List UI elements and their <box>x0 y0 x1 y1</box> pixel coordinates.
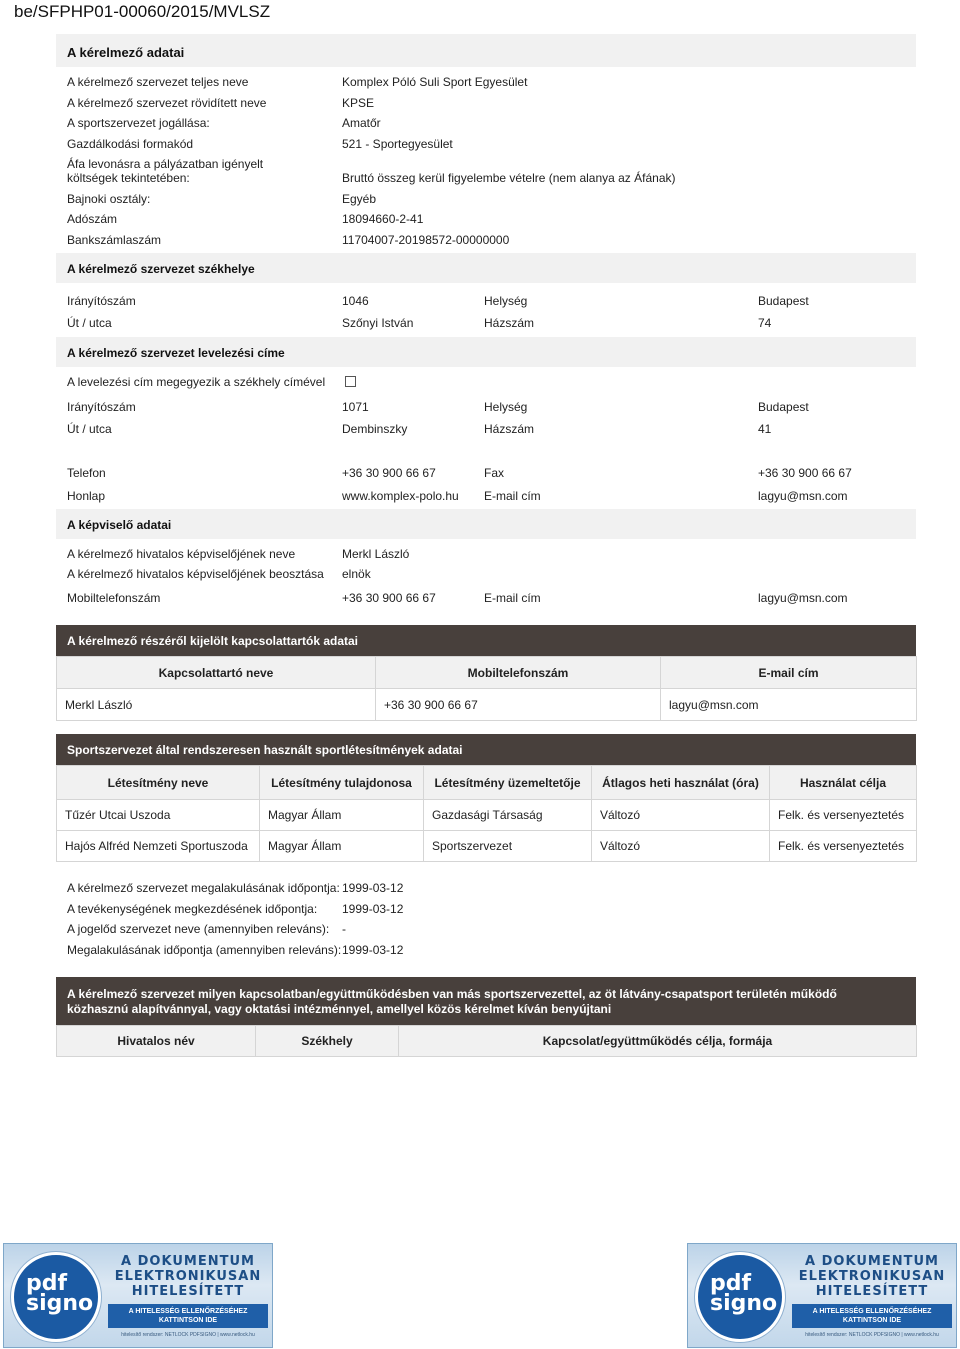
league-value: Egyéb <box>342 192 377 206</box>
rep-position-row <box>67 567 907 583</box>
seat-section-title: A kérelmező szervezet székhelye <box>56 253 916 283</box>
vat-value: Bruttó összeg kerül figyelembe vételre (nem alanya az Áfának) <box>342 171 676 185</box>
mail-house-label: Házszám <box>484 422 535 436</box>
fac-name-cell: Tűzér Utcai Uszoda <box>57 800 260 831</box>
table-row <box>57 689 917 721</box>
pdfsigno-logo-text: pdf signo <box>26 1271 94 1316</box>
coop-header-seat: Székhely <box>256 1026 399 1057</box>
seat-street-row <box>67 316 907 332</box>
fac-header-name: Létesítmény neve <box>57 766 260 800</box>
cooperation-title-line1: A kérelmező szervezet milyen kapcsolatban/együttműködésben van más sportszervezettel, az öt látvány-csapatsport területén működő <box>67 987 837 1001</box>
cooperation-title-line2: közhasznú alapítvánnyal, vagy oktatási intézménnyel, amellyel közös kérelmet kíván benyújtani <box>67 1002 612 1016</box>
league-row <box>67 192 907 208</box>
seat-zip-row <box>67 294 907 310</box>
seat-city-value: Budapest <box>758 294 809 308</box>
tax-value: 18094660-2-41 <box>342 212 424 226</box>
stamp-verify-banner[interactable]: A HITELESSÉG ELLENŐRZÉSÉHEZ KATTINTSON IDE <box>108 1304 268 1328</box>
predecessor-value: - <box>342 922 346 936</box>
seat-house-value: 74 <box>758 316 772 330</box>
activity-row <box>67 902 907 918</box>
founded-label: A kérelmező szervezet megalakulásának időpontja: <box>67 881 340 895</box>
vat-label-1: Áfa levonásra a pályázatban igényelt <box>67 157 264 171</box>
web-label: Honlap <box>67 489 106 503</box>
stamp-headline: A DOKUMENTUM ELEKTRONIKUSAN HITELESÍTETT <box>798 1254 946 1299</box>
fac-purpose-cell: Felk. és versenyeztetés <box>770 831 917 862</box>
fac-owner-cell: Magyar Állam <box>260 831 424 862</box>
vat-label-2: költségek tekintetében: <box>67 171 190 185</box>
full-name-row <box>67 75 907 91</box>
fac-name-cell: Hajós Alfréd Nemzeti Sportuszoda <box>57 831 260 862</box>
bank-row <box>67 233 907 249</box>
applicant-section-title: A kérelmező adatai <box>56 34 916 67</box>
fax-label: Fax <box>484 466 505 480</box>
stamp-footer: hitelesítő rendszer: NETLOCK PDFSIGNO | www.netlock.hu <box>805 1332 939 1338</box>
coop-header-purpose: Kapcsolat/együttműködés célja, formája <box>399 1026 917 1057</box>
mail-zip-label: Irányítószám <box>67 400 136 414</box>
pred-founded-value: 1999-03-12 <box>342 943 404 957</box>
rep-mobile-row <box>67 591 907 607</box>
fac-header-purpose: Használat célja <box>770 766 917 800</box>
bank-value: 11704007-20198572-00000000 <box>342 233 510 247</box>
seat-house-label: Házszám <box>484 316 535 330</box>
rep-name-row <box>67 547 907 563</box>
fac-owner-cell: Magyar Állam <box>260 800 424 831</box>
same-address-checkbox[interactable] <box>345 376 356 387</box>
cooperation-table-title <box>56 977 916 1025</box>
facilities-table-title: Sportszervezet által rendszeresen használt sportlétesítmények adatai <box>56 734 916 765</box>
full-name-value: Komplex Póló Suli Sport Egyesület <box>342 75 528 89</box>
mail-same-label: A levelezési cím megegyezik a székhely címével <box>67 375 326 389</box>
mail-city-label: Helység <box>484 400 528 414</box>
econ-form-row <box>67 137 907 153</box>
contacts-table-title: A kérelmező részéről kijelölt kapcsolattartók adatai <box>56 625 916 656</box>
phone-label: Telefon <box>67 466 106 480</box>
contacts-header-name: Kapcsolattartó neve <box>57 657 376 689</box>
pred-founded-row <box>67 943 907 959</box>
contacts-header-email: E-mail cím <box>661 657 917 689</box>
short-name-row <box>67 96 907 112</box>
mail-street-value: Dembinszky <box>342 422 408 436</box>
seat-city-label: Helység <box>484 294 528 308</box>
fac-operator-cell: Sportszervezet <box>424 831 592 862</box>
fac-header-owner: Létesítmény tulajdonosa <box>260 766 424 800</box>
tax-row <box>67 212 907 228</box>
seat-zip-label: Irányítószám <box>67 294 136 308</box>
email-label: E-mail cím <box>484 489 541 503</box>
founded-row <box>67 881 907 897</box>
web-link[interactable]: www.komplex-polo.hu <box>342 489 459 503</box>
fax-value: +36 30 900 66 67 <box>758 466 852 480</box>
rep-mobile-value: +36 30 900 66 67 <box>342 591 436 605</box>
mail-same-row <box>67 375 907 391</box>
short-name-value: KPSE <box>342 96 375 110</box>
rep-name-value: Merkl László <box>342 547 410 561</box>
fac-purpose-cell: Felk. és versenyeztetés <box>770 800 917 831</box>
contact-mobile-cell: +36 30 900 66 67 <box>376 689 661 721</box>
econ-form-label: Gazdálkodási formakód <box>67 137 194 151</box>
mail-city-value: Budapest <box>758 400 809 414</box>
fac-operator-cell: Gazdasági Társaság <box>424 800 592 831</box>
contact-email-cell[interactable]: lagyu@msn.com <box>661 689 917 721</box>
rep-name-label: A kérelmező hivatalos képviselőjének neve <box>67 547 296 561</box>
mail-zip-row <box>67 400 907 416</box>
vat-row <box>67 157 907 187</box>
fac-header-usage: Átlagos heti használat (óra) <box>592 766 770 800</box>
predecessor-label: A jogelőd szervezet neve (amennyiben releváns): <box>67 922 330 936</box>
tax-label: Adószám <box>67 212 118 226</box>
pdfsigno-stamp-right[interactable] <box>687 1243 957 1348</box>
phone-row <box>67 466 907 482</box>
pdfsigno-stamp-left[interactable] <box>3 1243 273 1348</box>
full-name-label: A kérelmező szervezet teljes neve <box>67 75 249 89</box>
representative-section-title: A képviselő adatai <box>56 509 916 539</box>
contacts-table <box>56 656 917 721</box>
rep-mobile-label: Mobiltelefonszám <box>67 591 161 605</box>
seat-street-value: Szőnyi István <box>342 316 414 330</box>
seat-street-label: Út / utca <box>67 316 112 330</box>
stamp-footer: hitelesítő rendszer: NETLOCK PDFSIGNO | www.netlock.hu <box>121 1332 255 1338</box>
predecessor-row <box>67 922 907 938</box>
mail-zip-value: 1071 <box>342 400 369 414</box>
table-row <box>57 800 917 831</box>
facilities-table <box>56 765 917 862</box>
stamp-headline: A DOKUMENTUM ELEKTRONIKUSAN HITELESÍTETT <box>114 1254 262 1299</box>
contact-name-cell: Merkl László <box>57 689 376 721</box>
mail-street-label: Út / utca <box>67 422 112 436</box>
rep-email-link[interactable]: lagyu@msn.com <box>758 591 848 605</box>
mail-section-title: A kérelmező szervezet levelezési címe <box>56 337 916 367</box>
rep-position-value: elnök <box>342 567 371 581</box>
econ-form-value: 521 - Sportegyesület <box>342 137 453 151</box>
contacts-header-mobile: Mobiltelefonszám <box>376 657 661 689</box>
short-name-label: A kérelmező szervezet rövidített neve <box>67 96 267 110</box>
fac-usage-cell: Változó <box>592 800 770 831</box>
phone-value: +36 30 900 66 67 <box>342 466 436 480</box>
legal-status-row <box>67 116 907 132</box>
rep-position-label: A kérelmező hivatalos képviselőjének beosztása <box>67 567 324 581</box>
league-label: Bajnoki osztály: <box>67 192 151 206</box>
seat-zip-value: 1046 <box>342 294 369 308</box>
mail-house-value: 41 <box>758 422 772 436</box>
fac-header-operator: Létesítmény üzemeltetője <box>424 766 592 800</box>
cooperation-table <box>56 1025 917 1057</box>
activity-value: 1999-03-12 <box>342 902 404 916</box>
mail-street-row <box>67 422 907 438</box>
rep-email-label: E-mail cím <box>484 591 541 605</box>
legal-status-value: Amatőr <box>342 116 381 130</box>
table-row <box>57 831 917 862</box>
pdfsigno-logo-text: pdf signo <box>710 1271 778 1316</box>
stamp-verify-banner[interactable]: A HITELESSÉG ELLENŐRZÉSÉHEZ KATTINTSON IDE <box>792 1304 952 1328</box>
document-id: be/SFPHP01-00060/2015/MVLSZ <box>14 2 271 21</box>
activity-label: A tevékenységének megkezdésének időpontja: <box>67 902 318 916</box>
legal-status-label: A sportszervezet jogállása: <box>67 116 210 130</box>
bank-label: Bankszámlaszám <box>67 233 162 247</box>
founded-value: 1999-03-12 <box>342 881 404 895</box>
email-link[interactable]: lagyu@msn.com <box>758 489 848 503</box>
pred-founded-label: Megalakulásának időpontja (amennyiben releváns): <box>67 943 342 957</box>
web-row <box>67 489 907 505</box>
fac-usage-cell: Változó <box>592 831 770 862</box>
coop-header-name: Hivatalos név <box>57 1026 256 1057</box>
